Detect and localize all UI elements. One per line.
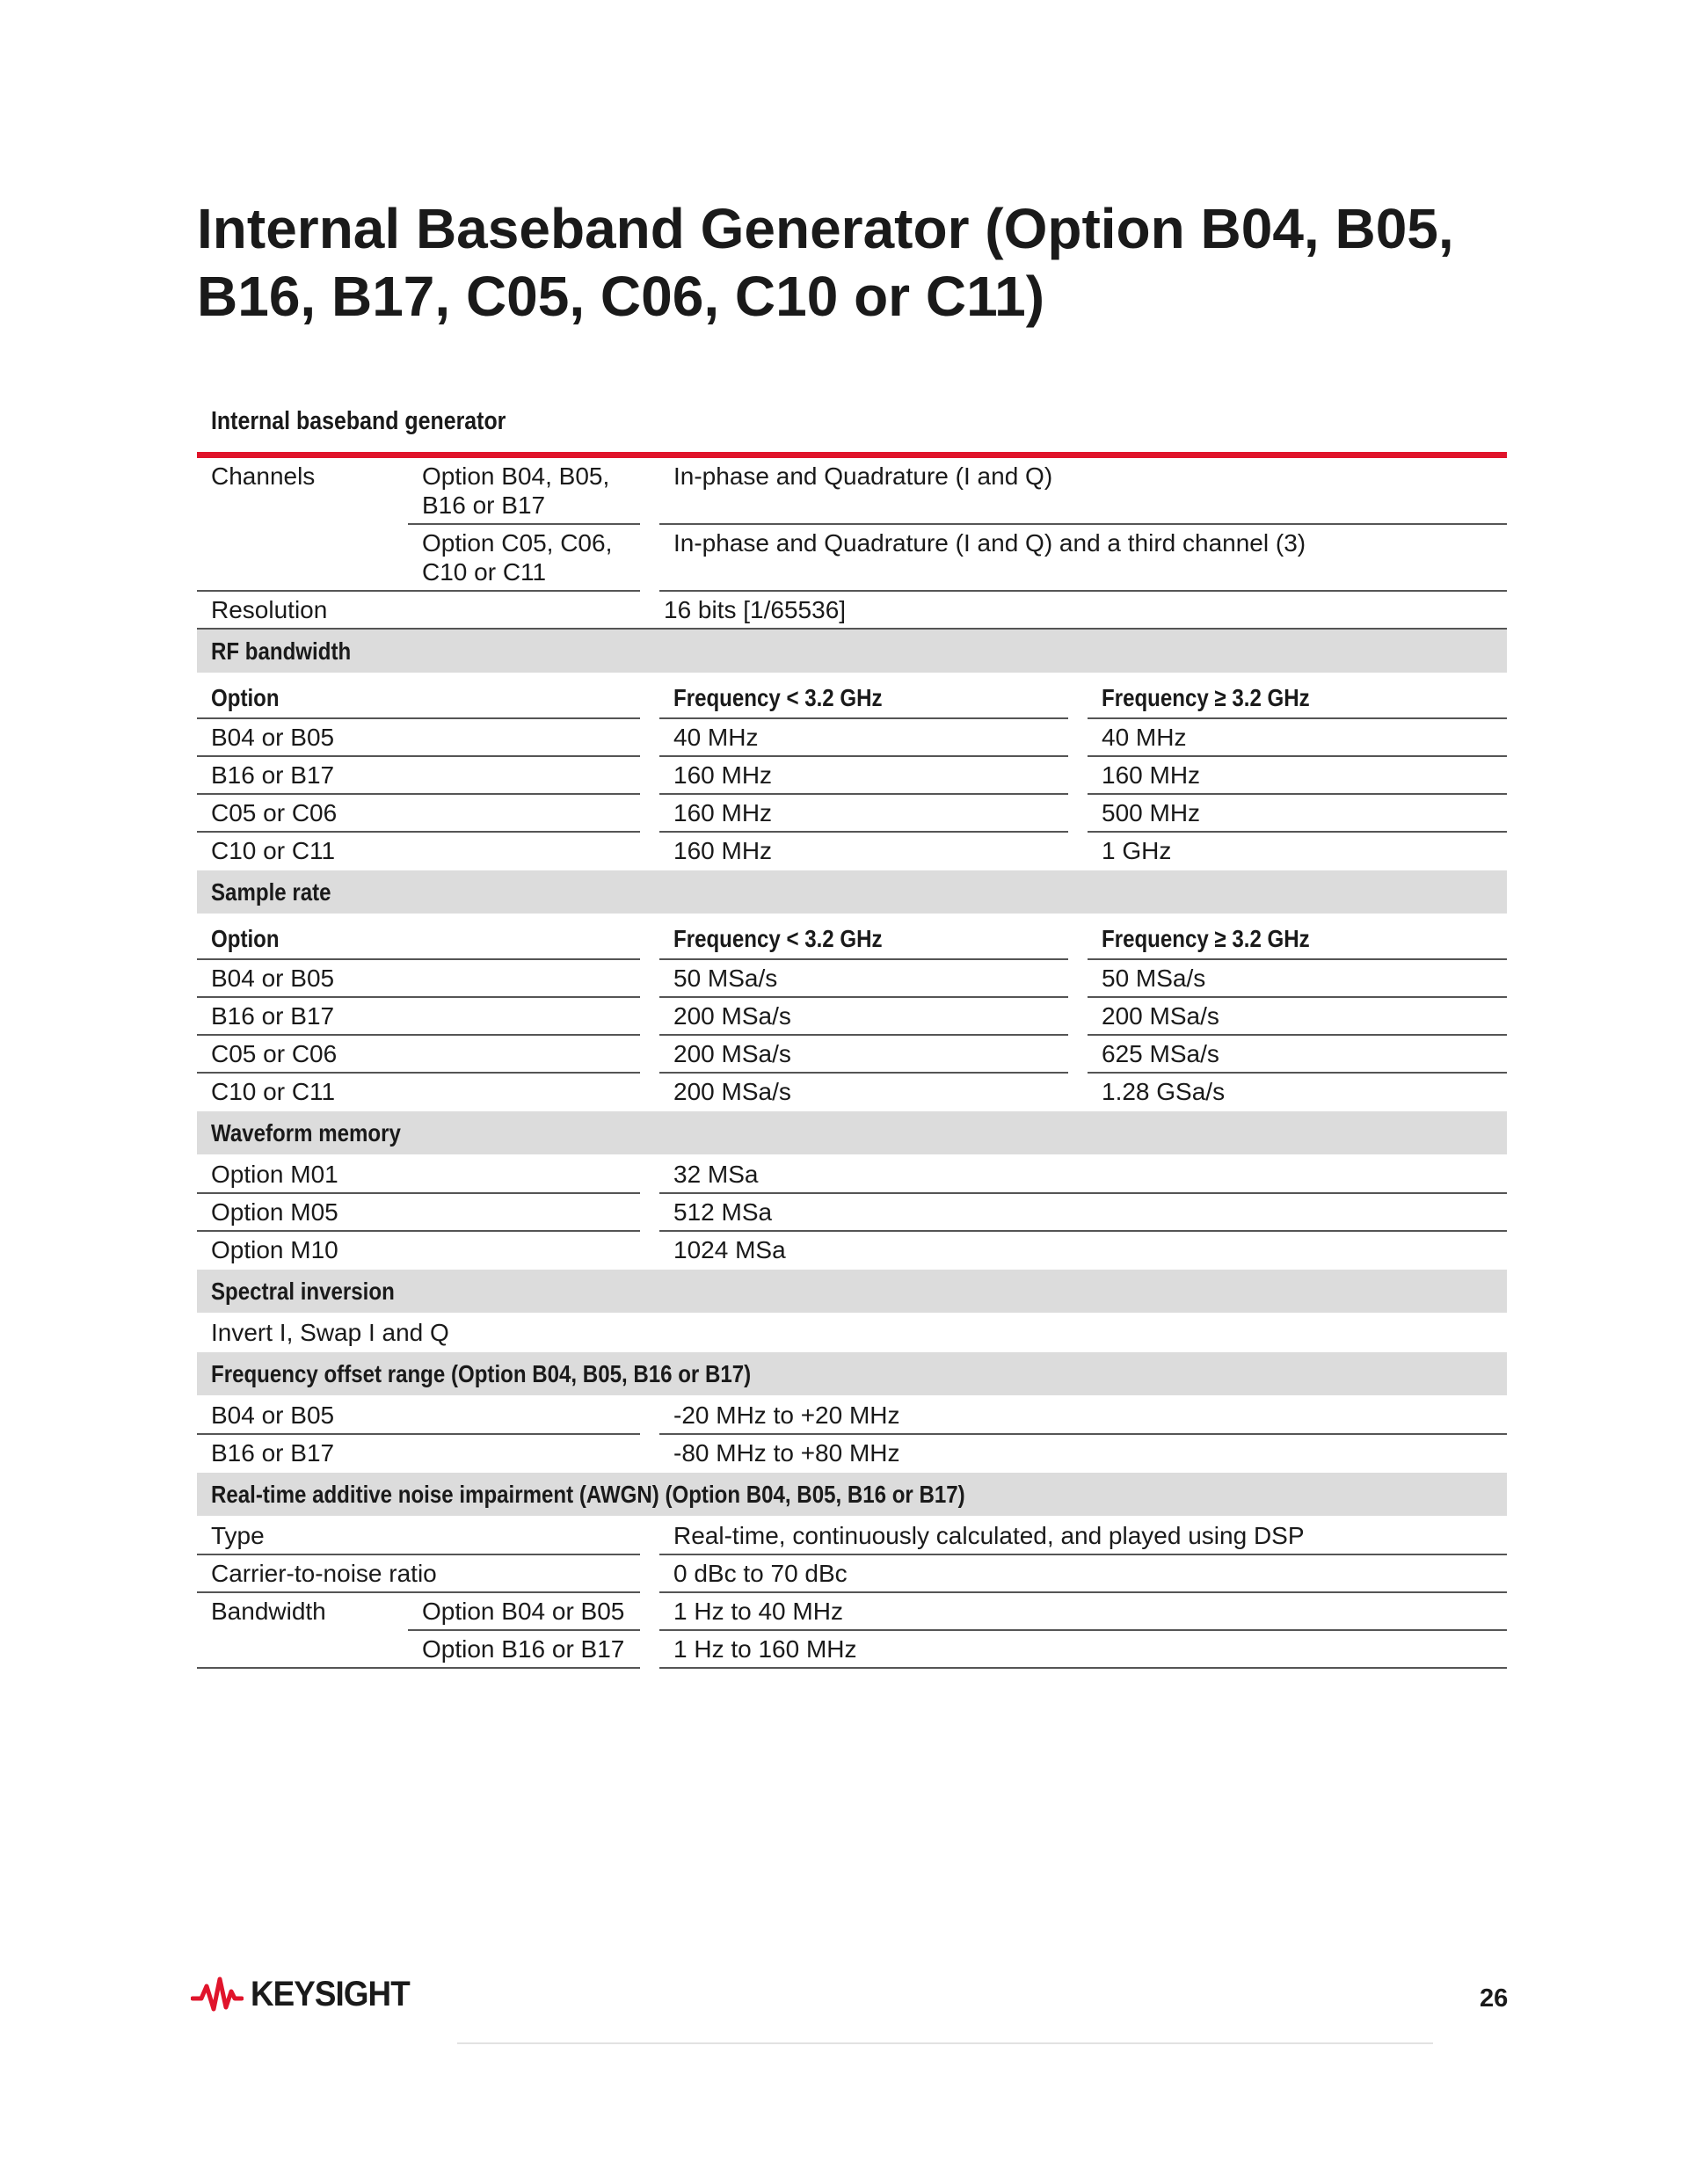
value-cell: 160 MHz: [650, 832, 1078, 870]
table-row: [197, 1554, 1507, 1592]
frequency-offset-heading: Frequency offset range (Option B04, B05, B16 or B17): [211, 1360, 752, 1387]
option-cell: C10 or C11: [197, 1073, 650, 1110]
option-cell: B04 or B05: [197, 1396, 650, 1434]
awgn-bandwidth-label: Bandwidth: [197, 1592, 408, 1668]
waveform-logo-icon: [191, 1976, 244, 2014]
option-cell: C10 or C11: [197, 832, 650, 870]
sample-rate-heading: Sample rate: [211, 878, 331, 906]
brand-name: KEYSIGHT: [251, 1975, 410, 2013]
option-cell: B04 or B05: [197, 718, 650, 756]
value-cell: 200 MSa/s: [1078, 997, 1507, 1035]
option-cell: Option B16 or B17: [408, 1630, 650, 1668]
value-cell: 200 MSa/s: [650, 1073, 1078, 1110]
option-cell: C05 or C06: [197, 1035, 650, 1073]
value-cell: 40 MHz: [1078, 718, 1507, 756]
value-cell: 1.28 GSa/s: [1078, 1073, 1507, 1110]
red-divider: [197, 452, 1507, 458]
value-cell: 1 GHz: [1078, 832, 1507, 870]
table-row: [197, 1035, 1507, 1073]
table-row: [197, 959, 1507, 997]
channels-option: Option B04, B05, B16 or B17: [408, 458, 650, 524]
table-row: [197, 1073, 1507, 1110]
table-row: [197, 997, 1507, 1035]
value-cell: 40 MHz: [650, 718, 1078, 756]
value-cell: 1 Hz to 40 MHz: [650, 1592, 1507, 1630]
table-row: [197, 1314, 1507, 1351]
column-header-frequency-low: Frequency < 3.2 GHz: [673, 684, 883, 711]
section-caption: Internal baseband generator: [211, 407, 506, 435]
option-cell: C05 or C06: [197, 794, 650, 832]
waveform-memory-heading-row: [197, 1110, 1507, 1155]
column-header-frequency-high: Frequency ≥ 3.2 GHz: [1102, 684, 1310, 711]
rf-bandwidth-heading: RF bandwidth: [211, 637, 352, 665]
resolution-row: [197, 591, 1507, 629]
frequency-offset-heading-row: [197, 1351, 1507, 1396]
table-row: [197, 1396, 1507, 1434]
option-cell: B16 or B17: [197, 1434, 650, 1472]
spectral-inversion-heading-row: [197, 1269, 1507, 1314]
table-row: [197, 756, 1507, 794]
rf-bandwidth-heading-row: [197, 629, 1507, 673]
value-cell: 50 MSa/s: [650, 959, 1078, 997]
awgn-type-value: Real-time, continuously calculated, and played using DSP: [650, 1517, 1507, 1554]
channels-option: Option C05, C06, C10 or C11: [408, 524, 650, 591]
table-row: [197, 1231, 1507, 1269]
option-cell: B04 or B05: [197, 959, 650, 997]
table-row: [197, 794, 1507, 832]
value-cell: 1 Hz to 160 MHz: [650, 1630, 1507, 1668]
value-cell: -80 MHz to +80 MHz: [650, 1434, 1507, 1472]
value-cell: 160 MHz: [650, 756, 1078, 794]
value-cell: 32 MSa: [650, 1155, 1507, 1193]
option-cell: Option B04 or B05: [408, 1592, 650, 1630]
option-cell: B16 or B17: [197, 997, 650, 1035]
column-header-frequency-high: Frequency ≥ 3.2 GHz: [1102, 925, 1310, 952]
awgn-heading: Real-time additive noise impairment (AWGN) (Option B04, B05, B16 or B17): [211, 1481, 965, 1508]
value-cell: 625 MSa/s: [1078, 1035, 1507, 1073]
value-cell: 160 MHz: [650, 794, 1078, 832]
resolution-label: Resolution: [197, 591, 650, 629]
option-cell: Option M10: [197, 1231, 650, 1269]
spec-table: [197, 458, 1507, 1669]
spectral-inversion-heading: Spectral inversion: [211, 1278, 395, 1305]
awgn-cnr-label: Carrier-to-noise ratio: [197, 1554, 650, 1592]
option-cell: Option M05: [197, 1193, 650, 1231]
value-cell: 512 MSa: [650, 1193, 1507, 1231]
table-row: [197, 832, 1507, 870]
channels-value: In-phase and Quadrature (I and Q): [650, 458, 1507, 524]
value-cell: 500 MHz: [1078, 794, 1507, 832]
waveform-memory-heading: Waveform memory: [211, 1119, 401, 1147]
column-header-frequency-low: Frequency < 3.2 GHz: [673, 925, 883, 952]
footer-divider: [457, 2042, 1433, 2044]
awgn-cnr-value: 0 dBc to 70 dBc: [650, 1554, 1507, 1592]
rf-bandwidth-column-header: [197, 673, 1507, 718]
keysight-logo: [191, 1975, 423, 2014]
spectral-inversion-value: Invert I, Swap I and Q: [197, 1314, 1507, 1351]
awgn-heading-row: [197, 1472, 1507, 1517]
value-cell: 200 MSa/s: [650, 997, 1078, 1035]
table-row: [197, 1155, 1507, 1193]
sample-rate-heading-row: [197, 870, 1507, 914]
table-row: [197, 1592, 1507, 1630]
page-title: Internal Baseband Generator (Option B04, B05, B16, B17, C05, C06, C10 or C11): [197, 197, 1454, 328]
awgn-type-label: Type: [197, 1517, 650, 1554]
table-row: [197, 1517, 1507, 1554]
option-cell: B16 or B17: [197, 756, 650, 794]
channels-value: In-phase and Quadrature (I and Q) and a third channel (3): [650, 524, 1507, 591]
column-header-option: Option: [211, 684, 280, 711]
page-number: 26: [1480, 1984, 1509, 2013]
value-cell: 50 MSa/s: [1078, 959, 1507, 997]
resolution-value: 16 bits [1/65536]: [650, 591, 1507, 629]
table-row: [197, 1434, 1507, 1472]
value-cell: 1024 MSa: [650, 1231, 1507, 1269]
sample-rate-column-header: [197, 914, 1507, 959]
value-cell: 160 MHz: [1078, 756, 1507, 794]
option-cell: Option M01: [197, 1155, 650, 1193]
channels-row-1: [197, 458, 1507, 524]
channels-label: Channels: [197, 458, 408, 591]
column-header-option: Option: [211, 925, 280, 952]
value-cell: 200 MSa/s: [650, 1035, 1078, 1073]
table-row: [197, 718, 1507, 756]
value-cell: -20 MHz to +20 MHz: [650, 1396, 1507, 1434]
table-row: [197, 1193, 1507, 1231]
